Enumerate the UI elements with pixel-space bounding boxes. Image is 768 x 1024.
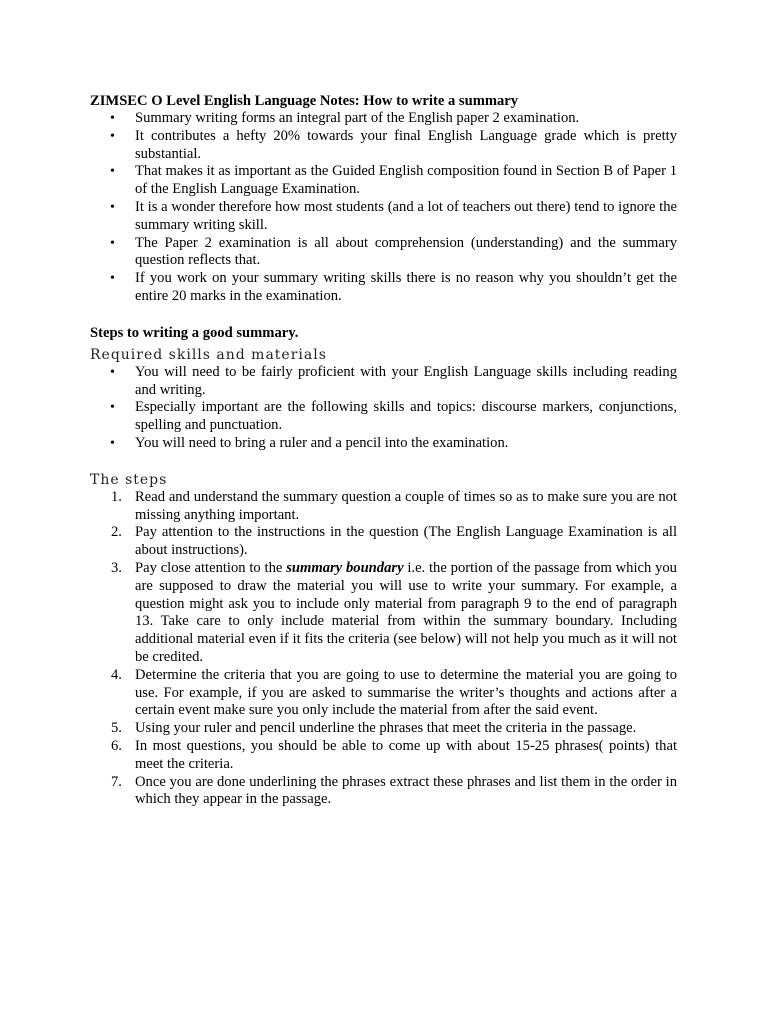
bullet-icon: • — [110, 364, 115, 380]
intro-bullet-list — [90, 110, 677, 306]
bullet-icon: • — [110, 435, 115, 451]
bullet-icon: • — [110, 111, 115, 126]
list-item: • It contributes a hefty 20% towards your final English Language grade which is pretty substantial. — [110, 127, 677, 162]
list-number: 3. — [111, 559, 122, 576]
list-item: 1. Read and understand the summary question a couple of times so as to make sure you are not missing anything important. — [111, 488, 677, 523]
document-title: ZIMSEC O Level English Language Notes: How to write a summary — [90, 93, 519, 109]
bullet-icon: • — [110, 164, 115, 180]
summary-boundary-emphasis: summary boundary — [286, 559, 404, 576]
bullet-icon: • — [110, 235, 115, 251]
list-item: • It is a wonder therefore how most students (and a lot of teachers out there) tend to ignore the summary writing skill. — [110, 198, 677, 233]
list-number: 2. — [111, 524, 122, 541]
steps-subheading: Steps to writing a good summary. — [90, 324, 299, 341]
list-item: 3. Pay close attention to the summary boundary i.e. the portion of the passage from which you are supposed to draw the material you will use to write your summary. For example, a question might ask you to include only material from paragraph 9 to the end of paragraph 13. Take care to only include material from within the summary boundary. Including additional material even if it fits the criteria (see below) will not help you much as it will not be credited. — [111, 559, 677, 665]
list-number: 5. — [111, 720, 122, 737]
the-steps-heading: The steps — [90, 471, 168, 488]
list-item: • Especially important are the following skills and topics: discourse markers, conjunctions, spelling and punctuation. — [110, 399, 677, 434]
steps-numbered-list — [90, 489, 677, 809]
list-number: 7. — [111, 773, 122, 790]
list-item: • You will need to be fairly proficient with your English Language skills including reading and writing. — [110, 363, 677, 398]
list-item: • Summary writing forms an integral part of the English paper 2 examination. — [110, 110, 580, 126]
list-item: 2. Pay attention to the instructions in the question (The English Language Examination is all about instructions). — [111, 524, 677, 559]
list-number: 6. — [111, 737, 122, 754]
list-item: • The Paper 2 examination is all about comprehension (understanding) and the summary question reflects that. — [110, 234, 677, 269]
document-page — [90, 92, 677, 809]
list-number: 4. — [111, 666, 122, 683]
list-item: 7. Once you are done underlining the phrases extract these phrases and list them in the order in which they appear in the passage. — [111, 773, 677, 808]
list-item: • That makes it as important as the Guided English composition found in Section B of Paper 1 of the English Language Examination. — [110, 163, 677, 198]
bullet-icon: • — [110, 199, 115, 215]
list-number: 1. — [111, 488, 122, 505]
bullet-icon: • — [110, 128, 115, 144]
list-item: 5. Using your ruler and pencil underline the phrases that meet the criteria in the passage. — [111, 720, 637, 737]
list-item: • You will need to bring a ruler and a pencil into the examination. — [110, 434, 509, 451]
list-item: 4. Determine the criteria that you are going to use to determine the material you are going to use. For example, if you are asked to summarise the writer’s thoughts and actions after a certain event make sure you only include the material from after the said event. — [111, 666, 677, 719]
list-item: • If you work on your summary writing skills there is no reason why you shouldn’t get the entire 20 marks in the examination. — [110, 270, 677, 304]
skills-heading: Required skills and materials — [90, 346, 327, 363]
bullet-icon: • — [110, 271, 115, 287]
list-item: 6. In most questions, you should be able to come up with about 15-25 phrases( points) that meet the criteria. — [111, 737, 677, 772]
skills-bullet-list — [90, 364, 677, 453]
bullet-icon: • — [110, 400, 115, 416]
